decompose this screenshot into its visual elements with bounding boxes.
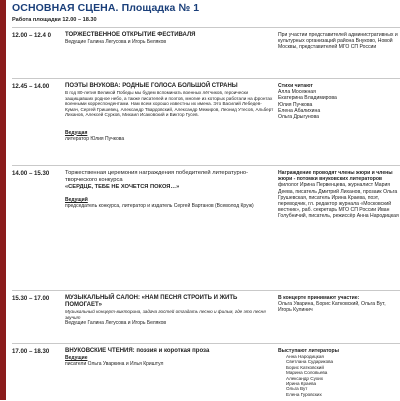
event-time: 12.00 – 12.4 0 xyxy=(12,32,51,39)
event-host: председатель конкурса, литератор и издатель Сергей Вартанов (Всеволод Круж) xyxy=(65,203,254,210)
participants-list: Ольга Уварина, Борис Катковский, Ольга Вут, Игорь Кулинич xyxy=(278,301,386,314)
event-title: ВНУКОВСКИЕ ЧТЕНИЯ: поэзия и короткая проза xyxy=(65,348,210,354)
participant-name: Анна Народицкая xyxy=(286,354,324,359)
schedule-row xyxy=(12,27,400,78)
event-description: Музыкальный концерт-викторина, задача гостей отгадать песню и фильм, где это песня звучит xyxy=(65,309,266,320)
event-main xyxy=(65,348,275,367)
page-title: ОСНОВНАЯ СЦЕНА. Площадка № 1 xyxy=(12,2,200,14)
event-title: ПОЭТЫ ВНУКОВА: РОДНЫЕ ГОЛОСА БОЛЬШОЙ СТРАНЫ xyxy=(65,83,238,89)
event-host: литератор Юлия Пучкова xyxy=(65,135,125,142)
event-main xyxy=(65,32,275,45)
event-host: писатели Ольга Уваркина и Илья Криштул xyxy=(65,361,164,368)
event-main xyxy=(65,83,275,142)
participant-name: Ольга Вут xyxy=(286,386,308,392)
event-title: «СЕРДЦЕ, ТЕБЕ НЕ ХОЧЕТСЯ ПОКОЯ…» xyxy=(65,184,180,190)
participant-name: Елена Гуровских xyxy=(286,391,322,397)
venue-hours: Работа площадки 12.00 – 18.30 xyxy=(12,17,97,23)
event-time: 17.00 – 18.30 xyxy=(12,348,50,355)
participant-name: Светлана Сударикова xyxy=(286,359,334,365)
participant-name: Елена Абалихина xyxy=(278,107,321,114)
event-host: Ведущие Галина Легусова и Игорь Беляков xyxy=(65,320,167,326)
event-main xyxy=(65,170,275,209)
participants-title: Стихи читают xyxy=(278,83,313,89)
participant-name: Ольга Дрыгунова xyxy=(278,114,320,121)
schedule-row xyxy=(12,165,400,291)
event-host-label: Ведущий xyxy=(65,197,88,203)
schedule-row xyxy=(12,343,400,401)
event-host-label: Ведущая xyxy=(65,129,88,136)
event-time: 15.30 – 17.00 xyxy=(12,295,50,302)
event-title: МУЗЫКАЛЬНЫЙ САЛОН: «НАМ ПЕСНЯ СТРОИТЬ И ЖИТЬ ПОМОГАЕТ» xyxy=(65,295,238,308)
schedule-row xyxy=(12,78,400,165)
event-host: Ведущие Галина Легусова и Игорь Беляков xyxy=(65,39,167,45)
event-description: В год 80-летия Великой Победы мы будем вспоминать военных лётчиков, героически защищавших родное небо, а также писателей и поэтов, многие из которых работали на фронтах военными корреспондентами. Нам всем хорошо известны их имена. Это Василий Лебедев-Кумач, Сергей Гришевец, Александр Твардовский, Александр Межиров, Леонид Утесов, Альберт Лиханов, Алексей Сурков, Михаил Исаковский и Виктор Гусев. xyxy=(65,90,274,117)
participant-name: Юлия Пучкова xyxy=(278,101,313,108)
event-host-label: Ведущие xyxy=(65,355,88,361)
event-subtitle: Торжественная церемония награждения победителей литературно-творческого конкурса xyxy=(65,170,249,183)
participant-name: Алла Мосежная xyxy=(278,89,316,96)
schedule-row xyxy=(12,290,400,343)
left-border-stripe xyxy=(0,0,6,400)
event-participants xyxy=(278,83,400,120)
participants-title: Награждение проводят члены жюри и члены жюри - потомки внуковских литераторов xyxy=(278,170,393,183)
event-participants xyxy=(278,348,400,397)
event-time: 12.45 – 14.00 xyxy=(12,83,50,90)
event-participants xyxy=(278,295,400,314)
participants-title: Выступают литераторы xyxy=(278,348,339,354)
participant-name: Борис Катковский xyxy=(286,364,324,370)
event-time: 14.00 – 15.30 xyxy=(12,170,50,177)
event-participants xyxy=(278,32,400,51)
participants-note: При участии представителей административных и культурных организаций района Внуково, Новой Москвы, представителей МГО СП России xyxy=(278,32,398,51)
participant-name: Марина Соловьева xyxy=(286,370,328,376)
participant-name: Александр Сухих xyxy=(286,375,324,381)
event-title: ТОРЖЕСТВЕННОЕ ОТКРЫТИЕ ФЕСТИВАЛЯ xyxy=(65,32,196,38)
participants-list: филолог Ирина Первенцева, журналист Мария Деева, писатель Дмитрий Лиханов, прозаик Ольга Грушевская, писатель Ирина Краева, поэт, переводчик, гл. редактор журнала «Московский вестник», раб. секретарь МГО СП России Иван Голубничий, писатель, режиссёр Анна Народицкая xyxy=(278,182,399,220)
event-participants xyxy=(278,170,400,220)
event-main xyxy=(65,295,275,326)
participants-title: В концерте принимают участие: xyxy=(278,295,360,301)
participant-name: Екатерина Владимирова xyxy=(278,95,337,102)
participant-name: Ирина Краева xyxy=(286,381,317,387)
